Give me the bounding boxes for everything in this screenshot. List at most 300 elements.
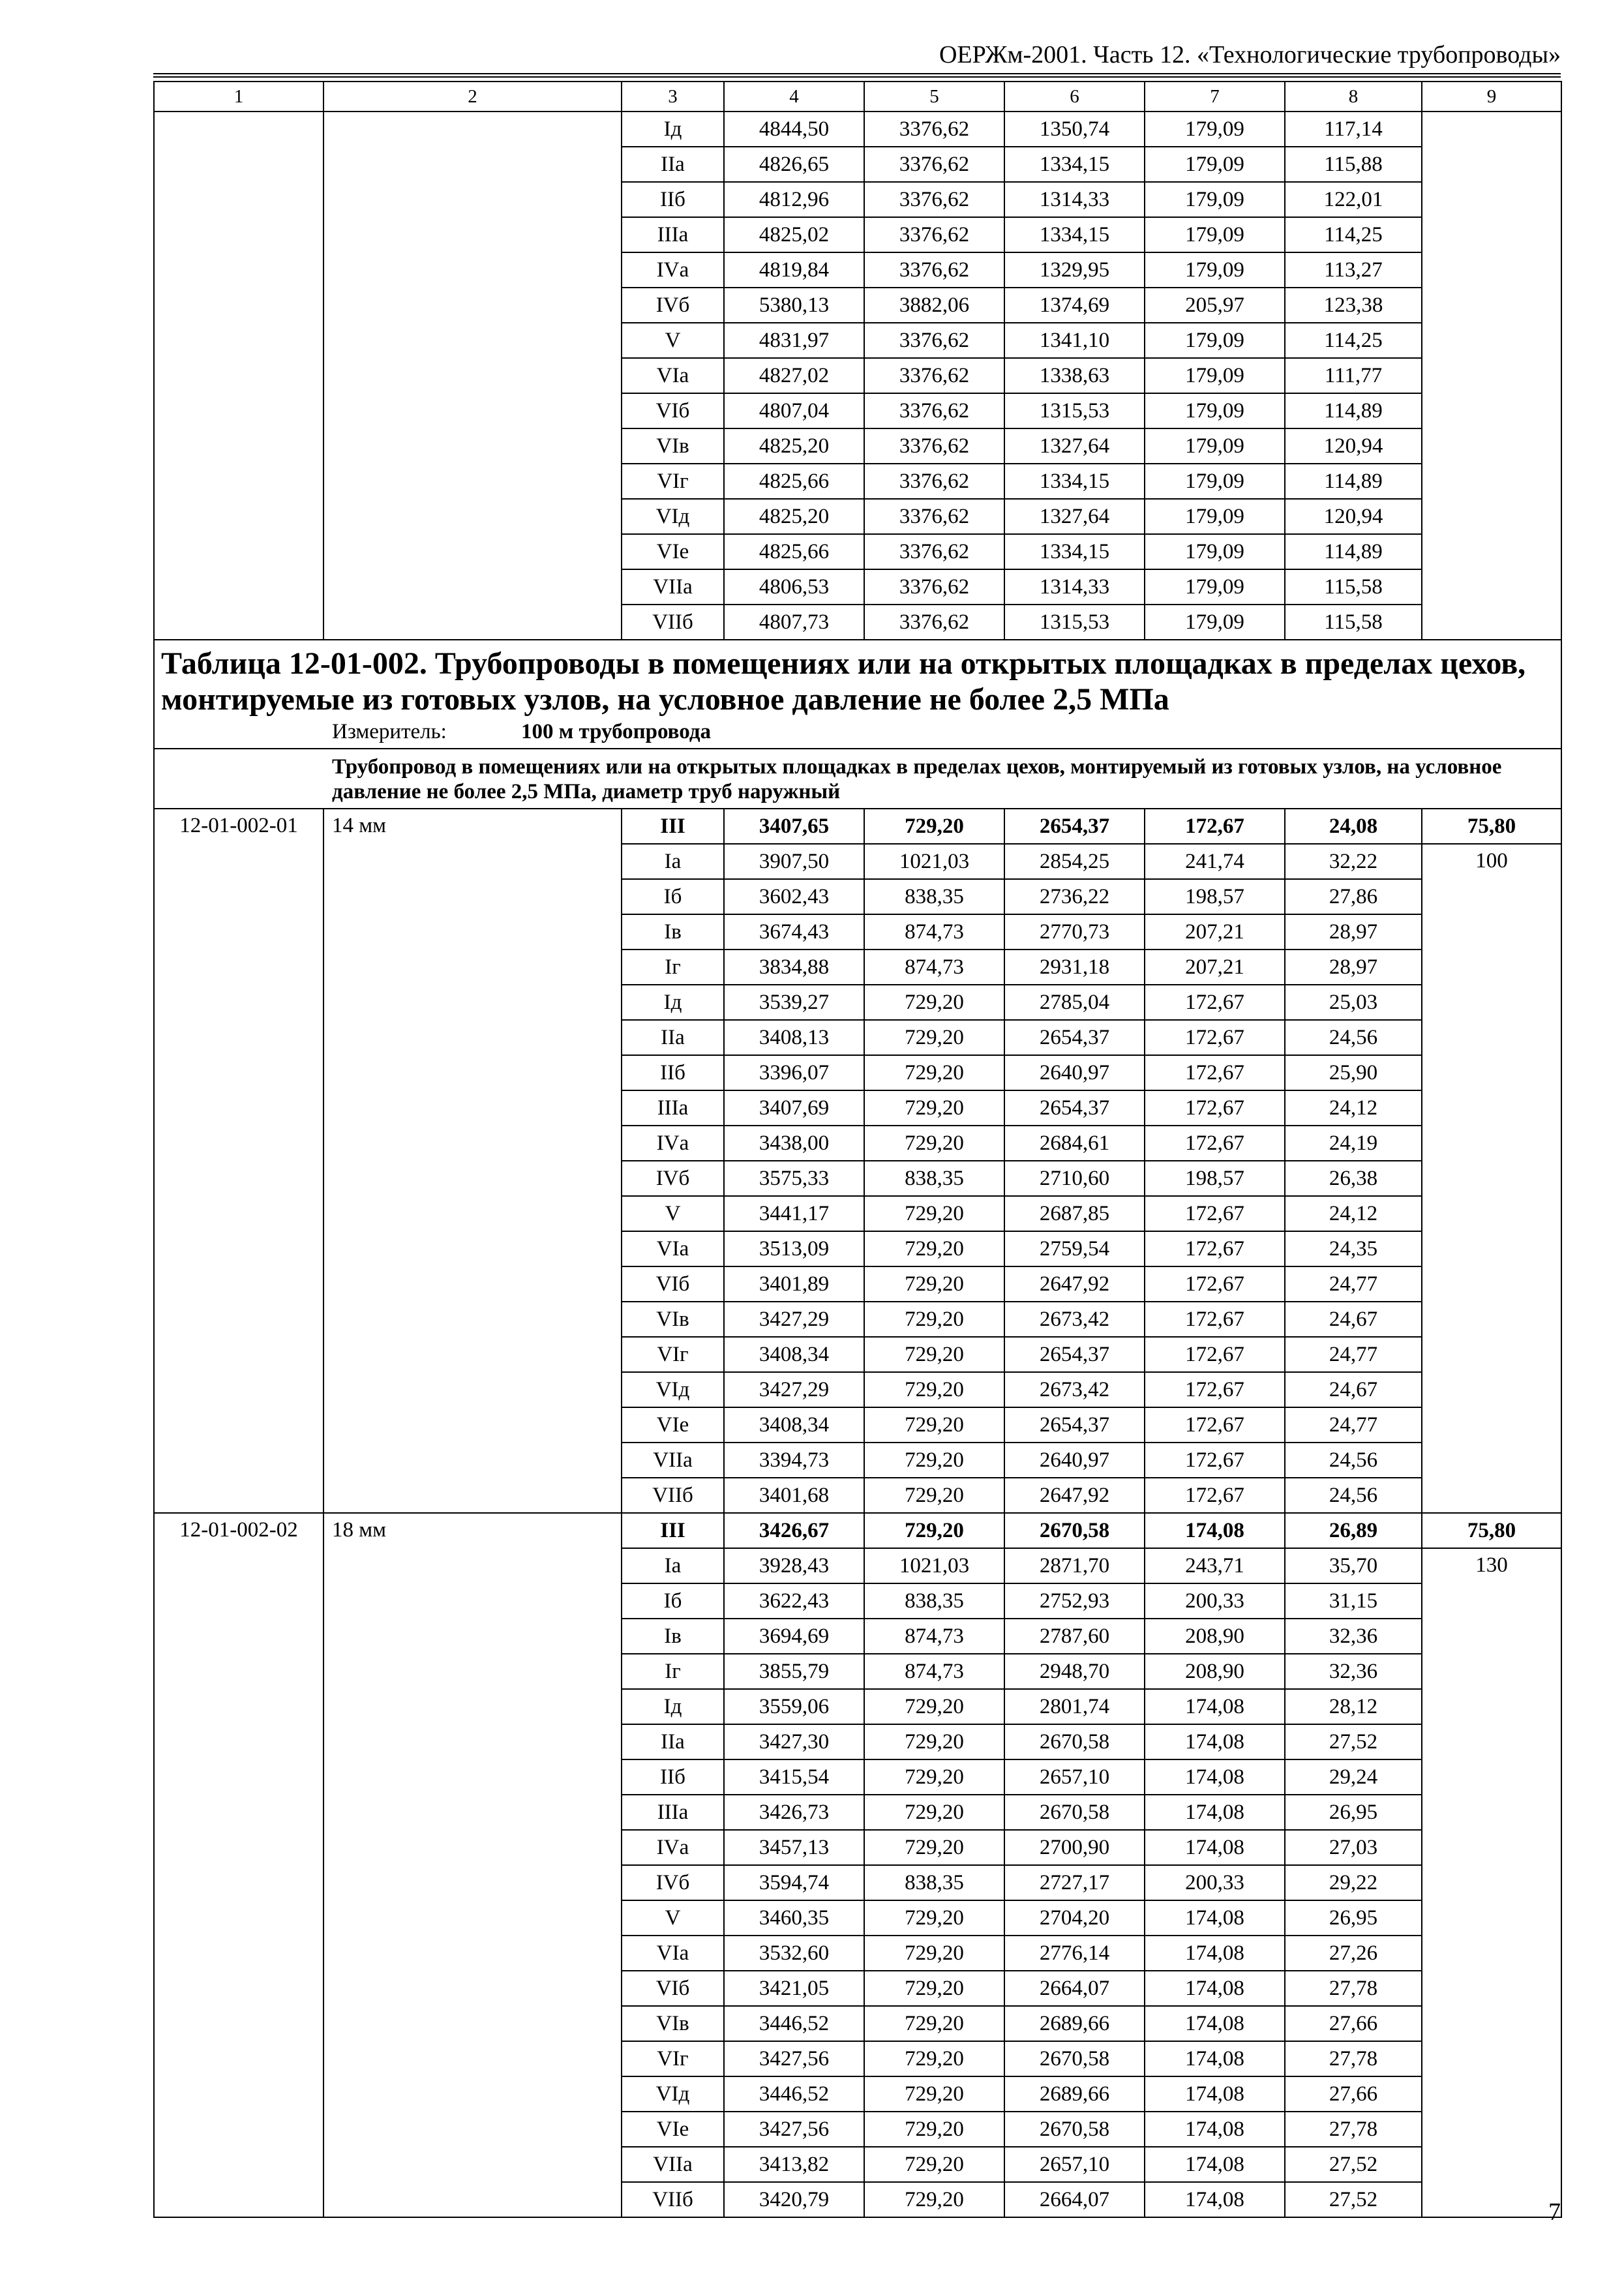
region-cell: VIа <box>622 358 724 393</box>
value-cell: 174,08 <box>1145 2112 1285 2147</box>
value-cell: 2689,66 <box>1004 2076 1145 2112</box>
value-cell: 1334,15 <box>1004 217 1145 252</box>
region-cell: Iа <box>622 844 724 879</box>
column-header: 5 <box>864 82 1004 112</box>
value-cell: 3376,62 <box>864 358 1004 393</box>
value-cell: 114,89 <box>1285 464 1422 499</box>
value-cell: 3376,62 <box>864 534 1004 569</box>
value-cell: 24,56 <box>1285 1443 1422 1478</box>
region-cell: Iд <box>622 112 724 147</box>
value-cell: 729,20 <box>864 1478 1004 1513</box>
region-cell: Iг <box>622 950 724 985</box>
value-cell: 24,77 <box>1285 1337 1422 1372</box>
value-cell: 3376,62 <box>864 112 1004 147</box>
value-cell: 179,09 <box>1145 569 1285 605</box>
value-cell: 3376,62 <box>864 393 1004 428</box>
value-cell: 200,33 <box>1145 1583 1285 1619</box>
value-cell: 28,97 <box>1285 914 1422 950</box>
value-cell: 27,66 <box>1285 2006 1422 2041</box>
value-cell: 172,67 <box>1145 1478 1285 1513</box>
value-cell: 3446,52 <box>724 2006 864 2041</box>
value-cell: 2640,97 <box>1004 1055 1145 1090</box>
value-cell: 1314,33 <box>1004 182 1145 217</box>
value-cell: 3427,29 <box>724 1302 864 1337</box>
region-cell: VIд <box>622 1372 724 1407</box>
value-cell: 3407,65 <box>724 809 864 844</box>
value-cell: 26,89 <box>1285 1513 1422 1548</box>
value-cell: 29,22 <box>1285 1865 1422 1900</box>
page-number: 7 <box>1548 2198 1561 2226</box>
name-cell: 18 мм <box>323 1513 622 2217</box>
region-cell: VIIа <box>622 569 724 605</box>
value-cell: 3559,06 <box>724 1689 864 1724</box>
value-cell: 179,09 <box>1145 393 1285 428</box>
region-cell: VIд <box>622 2076 724 2112</box>
region-cell: VIIа <box>622 1443 724 1478</box>
code-cell <box>154 112 323 640</box>
value-cell: 174,08 <box>1145 2182 1285 2217</box>
value-cell: 874,73 <box>864 914 1004 950</box>
value-cell: 174,08 <box>1145 2006 1285 2041</box>
value-cell: 3408,34 <box>724 1407 864 1443</box>
value-cell: 729,20 <box>864 985 1004 1020</box>
value-cell: 27,03 <box>1285 1830 1422 1865</box>
value-cell: 3928,43 <box>724 1548 864 1583</box>
value-cell: 729,20 <box>864 809 1004 844</box>
value-cell: 3421,05 <box>724 1971 864 2006</box>
value-cell: 174,08 <box>1145 1759 1285 1795</box>
name-cell <box>323 112 622 640</box>
value-cell: 729,20 <box>864 1830 1004 1865</box>
region-cell: IVб <box>622 1865 724 1900</box>
value-cell: 24,67 <box>1285 1302 1422 1337</box>
value-cell: 1315,53 <box>1004 393 1145 428</box>
value-cell: 179,09 <box>1145 499 1285 534</box>
region-cell: IIб <box>622 182 724 217</box>
value-cell: 3907,50 <box>724 844 864 879</box>
value-cell: 179,09 <box>1145 217 1285 252</box>
value-cell: 729,20 <box>864 1090 1004 1126</box>
value-cell: 174,08 <box>1145 2076 1285 2112</box>
value-cell: 4831,97 <box>724 323 864 358</box>
subcaption: Трубопровод в помещениях или на открытых площадках в пределах цехов, монтируемый из готовых узлов, на условное давление не более 2,5 МПа, диаметр труб наружный <box>154 749 1561 809</box>
value-cell: 29,24 <box>1285 1759 1422 1795</box>
value-cell: 2931,18 <box>1004 950 1145 985</box>
region-cell: VIб <box>622 393 724 428</box>
value-cell: 2664,07 <box>1004 1971 1145 2006</box>
value-cell: 115,58 <box>1285 569 1422 605</box>
region-cell: Iб <box>622 1583 724 1619</box>
value-cell: 3376,62 <box>864 217 1004 252</box>
column-header-row <box>154 82 1561 112</box>
value-cell: 24,12 <box>1285 1090 1422 1126</box>
value-cell: 2704,20 <box>1004 1900 1145 1936</box>
column-header: 9 <box>1422 82 1561 112</box>
value-cell: 729,20 <box>864 1443 1004 1478</box>
value-cell: 3408,34 <box>724 1337 864 1372</box>
region-cell: VIб <box>622 1266 724 1302</box>
table-caption <box>154 640 1561 749</box>
name-cell: 14 мм <box>323 809 622 1513</box>
value-cell: 3438,00 <box>724 1126 864 1161</box>
value-cell: 26,95 <box>1285 1795 1422 1830</box>
value-cell: 729,20 <box>864 1795 1004 1830</box>
value-cell: 1327,64 <box>1004 428 1145 464</box>
value-cell: 3376,62 <box>864 323 1004 358</box>
value-cell: 172,67 <box>1145 1196 1285 1231</box>
col9-cell: 75,80 <box>1422 1513 1561 1548</box>
column-header: 4 <box>724 82 864 112</box>
value-cell: 2776,14 <box>1004 1936 1145 1971</box>
value-cell: 1327,64 <box>1004 499 1145 534</box>
value-cell: 179,09 <box>1145 534 1285 569</box>
value-cell: 28,97 <box>1285 950 1422 985</box>
value-cell: 172,67 <box>1145 985 1285 1020</box>
value-cell: 838,35 <box>864 1583 1004 1619</box>
value-cell: 2854,25 <box>1004 844 1145 879</box>
table-row <box>154 112 1561 147</box>
value-cell: 172,67 <box>1145 1090 1285 1126</box>
region-cell: VIIб <box>622 605 724 640</box>
value-cell: 3396,07 <box>724 1055 864 1090</box>
value-cell: 3376,62 <box>864 252 1004 288</box>
region-cell: VIб <box>622 1971 724 2006</box>
value-cell: 172,67 <box>1145 1337 1285 1372</box>
value-cell: 24,12 <box>1285 1196 1422 1231</box>
value-cell: 3415,54 <box>724 1759 864 1795</box>
value-cell: 729,20 <box>864 1337 1004 1372</box>
value-cell: 3674,43 <box>724 914 864 950</box>
value-cell: 24,67 <box>1285 1372 1422 1407</box>
value-cell: 174,08 <box>1145 1971 1285 2006</box>
value-cell: 114,25 <box>1285 217 1422 252</box>
value-cell: 3622,43 <box>724 1583 864 1619</box>
value-cell: 3407,69 <box>724 1090 864 1126</box>
value-cell: 25,90 <box>1285 1055 1422 1090</box>
value-cell: 729,20 <box>864 1724 1004 1759</box>
value-cell: 2727,17 <box>1004 1865 1145 1900</box>
value-cell: 1314,33 <box>1004 569 1145 605</box>
value-cell: 5380,13 <box>724 288 864 323</box>
region-cell: Iа <box>622 1548 724 1583</box>
value-cell: 28,12 <box>1285 1689 1422 1724</box>
unit-label: Измеритель: <box>332 720 447 743</box>
value-cell: 729,20 <box>864 1936 1004 1971</box>
column-header: 3 <box>622 82 724 112</box>
value-cell: 207,21 <box>1145 914 1285 950</box>
value-cell: 198,57 <box>1145 879 1285 914</box>
region-cell: IIIа <box>622 1090 724 1126</box>
value-cell: 24,19 <box>1285 1126 1422 1161</box>
value-cell: 3413,82 <box>724 2147 864 2182</box>
column-header: 7 <box>1145 82 1285 112</box>
table-row <box>154 809 1561 844</box>
value-cell: 4825,20 <box>724 428 864 464</box>
value-cell: 4812,96 <box>724 182 864 217</box>
value-cell: 3420,79 <box>724 2182 864 2217</box>
value-cell: 2736,22 <box>1004 879 1145 914</box>
value-cell: 2770,73 <box>1004 914 1145 950</box>
value-cell: 174,08 <box>1145 1724 1285 1759</box>
value-cell: 4825,66 <box>724 464 864 499</box>
region-cell: Iд <box>622 985 724 1020</box>
value-cell: 2687,85 <box>1004 1196 1145 1231</box>
value-cell: 3376,62 <box>864 605 1004 640</box>
value-cell: 3446,52 <box>724 2076 864 2112</box>
value-cell: 2654,37 <box>1004 1020 1145 1055</box>
value-cell: 4825,20 <box>724 499 864 534</box>
value-cell: 729,20 <box>864 2006 1004 2041</box>
unit-line <box>161 720 1554 744</box>
value-cell: 208,90 <box>1145 1654 1285 1689</box>
region-cell: V <box>622 323 724 358</box>
value-cell: 2647,92 <box>1004 1478 1145 1513</box>
value-cell: 729,20 <box>864 1055 1004 1090</box>
value-cell: 1021,03 <box>864 1548 1004 1583</box>
value-cell: 117,14 <box>1285 112 1422 147</box>
value-cell: 179,09 <box>1145 182 1285 217</box>
value-cell: 3427,30 <box>724 1724 864 1759</box>
value-cell: 114,89 <box>1285 393 1422 428</box>
value-cell: 172,67 <box>1145 1302 1285 1337</box>
value-cell: 4825,02 <box>724 217 864 252</box>
value-cell: 174,08 <box>1145 1689 1285 1724</box>
value-cell: 172,67 <box>1145 1372 1285 1407</box>
value-cell: 114,89 <box>1285 534 1422 569</box>
value-cell: 27,26 <box>1285 1936 1422 1971</box>
value-cell: 172,67 <box>1145 1126 1285 1161</box>
value-cell: 729,20 <box>864 1372 1004 1407</box>
value-cell: 172,67 <box>1145 1020 1285 1055</box>
value-cell: 200,33 <box>1145 1865 1285 1900</box>
value-cell: 729,20 <box>864 1971 1004 2006</box>
value-cell: 4825,66 <box>724 534 864 569</box>
value-cell: 3426,73 <box>724 1795 864 1830</box>
region-cell: VIIа <box>622 2147 724 2182</box>
value-cell: 1334,15 <box>1004 464 1145 499</box>
value-cell: 729,20 <box>864 1759 1004 1795</box>
region-cell: V <box>622 1900 724 1936</box>
value-cell: 123,38 <box>1285 288 1422 323</box>
value-cell: 3457,13 <box>724 1830 864 1865</box>
value-cell: 3834,88 <box>724 950 864 985</box>
value-cell: 3694,69 <box>724 1619 864 1654</box>
value-cell: 729,20 <box>864 1231 1004 1266</box>
value-cell: 179,09 <box>1145 252 1285 288</box>
value-cell: 2654,37 <box>1004 1090 1145 1126</box>
region-cell: VIг <box>622 2041 724 2076</box>
region-cell: III <box>622 809 724 844</box>
value-cell: 24,77 <box>1285 1266 1422 1302</box>
value-cell: 3427,56 <box>724 2041 864 2076</box>
value-cell: 874,73 <box>864 1619 1004 1654</box>
value-cell: 3539,27 <box>724 985 864 1020</box>
value-cell: 208,90 <box>1145 1619 1285 1654</box>
column-header: 6 <box>1004 82 1145 112</box>
value-cell: 3513,09 <box>724 1231 864 1266</box>
value-cell: 1374,69 <box>1004 288 1145 323</box>
value-cell: 27,52 <box>1285 2147 1422 2182</box>
value-cell: 26,38 <box>1285 1161 1422 1196</box>
value-cell: 122,01 <box>1285 182 1422 217</box>
value-cell: 115,58 <box>1285 605 1422 640</box>
value-cell: 4844,50 <box>724 112 864 147</box>
value-cell: 2647,92 <box>1004 1266 1145 1302</box>
region-cell: III <box>622 1513 724 1548</box>
value-cell: 1329,95 <box>1004 252 1145 288</box>
value-cell: 2670,58 <box>1004 2041 1145 2076</box>
value-cell: 3401,68 <box>724 1478 864 1513</box>
col9-cell: 75,80 <box>1422 809 1561 844</box>
value-cell: 174,08 <box>1145 1900 1285 1936</box>
value-cell: 1334,15 <box>1004 147 1145 182</box>
value-cell: 2657,10 <box>1004 2147 1145 2182</box>
value-cell: 729,20 <box>864 1689 1004 1724</box>
region-cell: VIг <box>622 464 724 499</box>
region-cell: IIа <box>622 147 724 182</box>
value-cell: 120,94 <box>1285 499 1422 534</box>
value-cell: 3855,79 <box>724 1654 864 1689</box>
value-cell: 3376,62 <box>864 499 1004 534</box>
value-cell: 172,67 <box>1145 1407 1285 1443</box>
region-cell: VIа <box>622 1936 724 1971</box>
value-cell: 2948,70 <box>1004 1654 1145 1689</box>
value-cell: 729,20 <box>864 1020 1004 1055</box>
value-cell: 1338,63 <box>1004 358 1145 393</box>
value-cell: 4806,53 <box>724 569 864 605</box>
value-cell: 207,21 <box>1145 950 1285 985</box>
value-cell: 3376,62 <box>864 428 1004 464</box>
value-cell: 2654,37 <box>1004 809 1145 844</box>
value-cell: 2670,58 <box>1004 2112 1145 2147</box>
region-cell: Iв <box>622 1619 724 1654</box>
page-header: ОЕРЖм-2001. Часть 12. «Технологические трубопроводы» <box>939 41 1561 68</box>
value-cell: 729,20 <box>864 2076 1004 2112</box>
value-cell: 2710,60 <box>1004 1161 1145 1196</box>
value-cell: 2673,42 <box>1004 1302 1145 1337</box>
unit-value: 100 м трубопровода <box>521 720 712 743</box>
value-cell: 874,73 <box>864 1654 1004 1689</box>
value-cell: 1021,03 <box>864 844 1004 879</box>
region-cell: VIIб <box>622 1478 724 1513</box>
value-cell: 174,08 <box>1145 1830 1285 1865</box>
value-cell: 174,08 <box>1145 1513 1285 1548</box>
value-cell: 2700,90 <box>1004 1830 1145 1865</box>
value-cell: 729,20 <box>864 1407 1004 1443</box>
value-cell: 179,09 <box>1145 605 1285 640</box>
region-cell: VIв <box>622 428 724 464</box>
value-cell: 2785,04 <box>1004 985 1145 1020</box>
value-cell: 198,57 <box>1145 1161 1285 1196</box>
value-cell: 2640,97 <box>1004 1443 1145 1478</box>
value-cell: 172,67 <box>1145 1055 1285 1090</box>
column-header: 8 <box>1285 82 1422 112</box>
estimate-table <box>153 81 1562 2218</box>
value-cell: 27,86 <box>1285 879 1422 914</box>
value-cell: 3394,73 <box>724 1443 864 1478</box>
value-cell: 729,20 <box>864 2112 1004 2147</box>
value-cell: 27,78 <box>1285 2041 1422 2076</box>
region-cell: IIб <box>622 1055 724 1090</box>
region-cell: VIв <box>622 1302 724 1337</box>
column-header: 2 <box>323 82 622 112</box>
value-cell: 2752,93 <box>1004 1583 1145 1619</box>
region-cell: Iд <box>622 1689 724 1724</box>
region-cell: Iг <box>622 1654 724 1689</box>
table-row <box>154 1513 1561 1548</box>
value-cell: 24,56 <box>1285 1478 1422 1513</box>
value-cell: 729,20 <box>864 2041 1004 2076</box>
header-rule-double <box>153 76 1561 78</box>
value-cell: 729,20 <box>864 1900 1004 1936</box>
value-cell: 2670,58 <box>1004 1724 1145 1759</box>
region-cell: IIа <box>622 1724 724 1759</box>
value-cell: 32,36 <box>1285 1654 1422 1689</box>
value-cell: 26,95 <box>1285 1900 1422 1936</box>
value-cell: 838,35 <box>864 1865 1004 1900</box>
value-cell: 838,35 <box>864 1161 1004 1196</box>
value-cell: 3532,60 <box>724 1936 864 1971</box>
value-cell: 24,77 <box>1285 1407 1422 1443</box>
value-cell: 115,88 <box>1285 147 1422 182</box>
value-cell: 241,74 <box>1145 844 1285 879</box>
region-cell: V <box>622 1196 724 1231</box>
header-rule <box>153 73 1561 74</box>
table-title: Таблица 12-01-002. Трубопроводы в помещениях или на открытых площадках в пределах цехов, монтируемые из готовых узлов, на условное давление не более 2,5 МПа <box>161 646 1526 717</box>
value-cell: 114,25 <box>1285 323 1422 358</box>
value-cell: 179,09 <box>1145 464 1285 499</box>
value-cell: 27,78 <box>1285 1971 1422 2006</box>
value-cell: 729,20 <box>864 2147 1004 2182</box>
region-cell: IIа <box>622 1020 724 1055</box>
value-cell: 174,08 <box>1145 2147 1285 2182</box>
value-cell: 243,71 <box>1145 1548 1285 1583</box>
value-cell: 2664,07 <box>1004 2182 1145 2217</box>
value-cell: 3594,74 <box>724 1865 864 1900</box>
region-cell: VIе <box>622 1407 724 1443</box>
region-cell: VIе <box>622 534 724 569</box>
value-cell: 25,03 <box>1285 985 1422 1020</box>
col9-cell: 100 <box>1422 844 1561 1513</box>
value-cell: 729,20 <box>864 1513 1004 1548</box>
region-cell: VIе <box>622 2112 724 2147</box>
region-cell: IVа <box>622 1126 724 1161</box>
value-cell: 174,08 <box>1145 1936 1285 1971</box>
value-cell: 1350,74 <box>1004 112 1145 147</box>
value-cell: 179,09 <box>1145 323 1285 358</box>
value-cell: 2670,58 <box>1004 1513 1145 1548</box>
value-cell: 874,73 <box>864 950 1004 985</box>
value-cell: 2801,74 <box>1004 1689 1145 1724</box>
value-cell: 729,20 <box>864 1302 1004 1337</box>
value-cell: 32,36 <box>1285 1619 1422 1654</box>
value-cell: 24,56 <box>1285 1020 1422 1055</box>
table-caption-row <box>154 640 1561 749</box>
value-cell: 2673,42 <box>1004 1372 1145 1407</box>
value-cell: 174,08 <box>1145 2041 1285 2076</box>
value-cell: 3441,17 <box>724 1196 864 1231</box>
value-cell: 4807,73 <box>724 605 864 640</box>
value-cell: 3408,13 <box>724 1020 864 1055</box>
value-cell: 31,15 <box>1285 1583 1422 1619</box>
value-cell: 3426,67 <box>724 1513 864 1548</box>
region-cell: IVа <box>622 1830 724 1865</box>
value-cell: 2654,37 <box>1004 1337 1145 1372</box>
value-cell: 3401,89 <box>724 1266 864 1302</box>
region-cell: VIв <box>622 2006 724 2041</box>
value-cell: 2871,70 <box>1004 1548 1145 1583</box>
region-cell: IIIа <box>622 217 724 252</box>
